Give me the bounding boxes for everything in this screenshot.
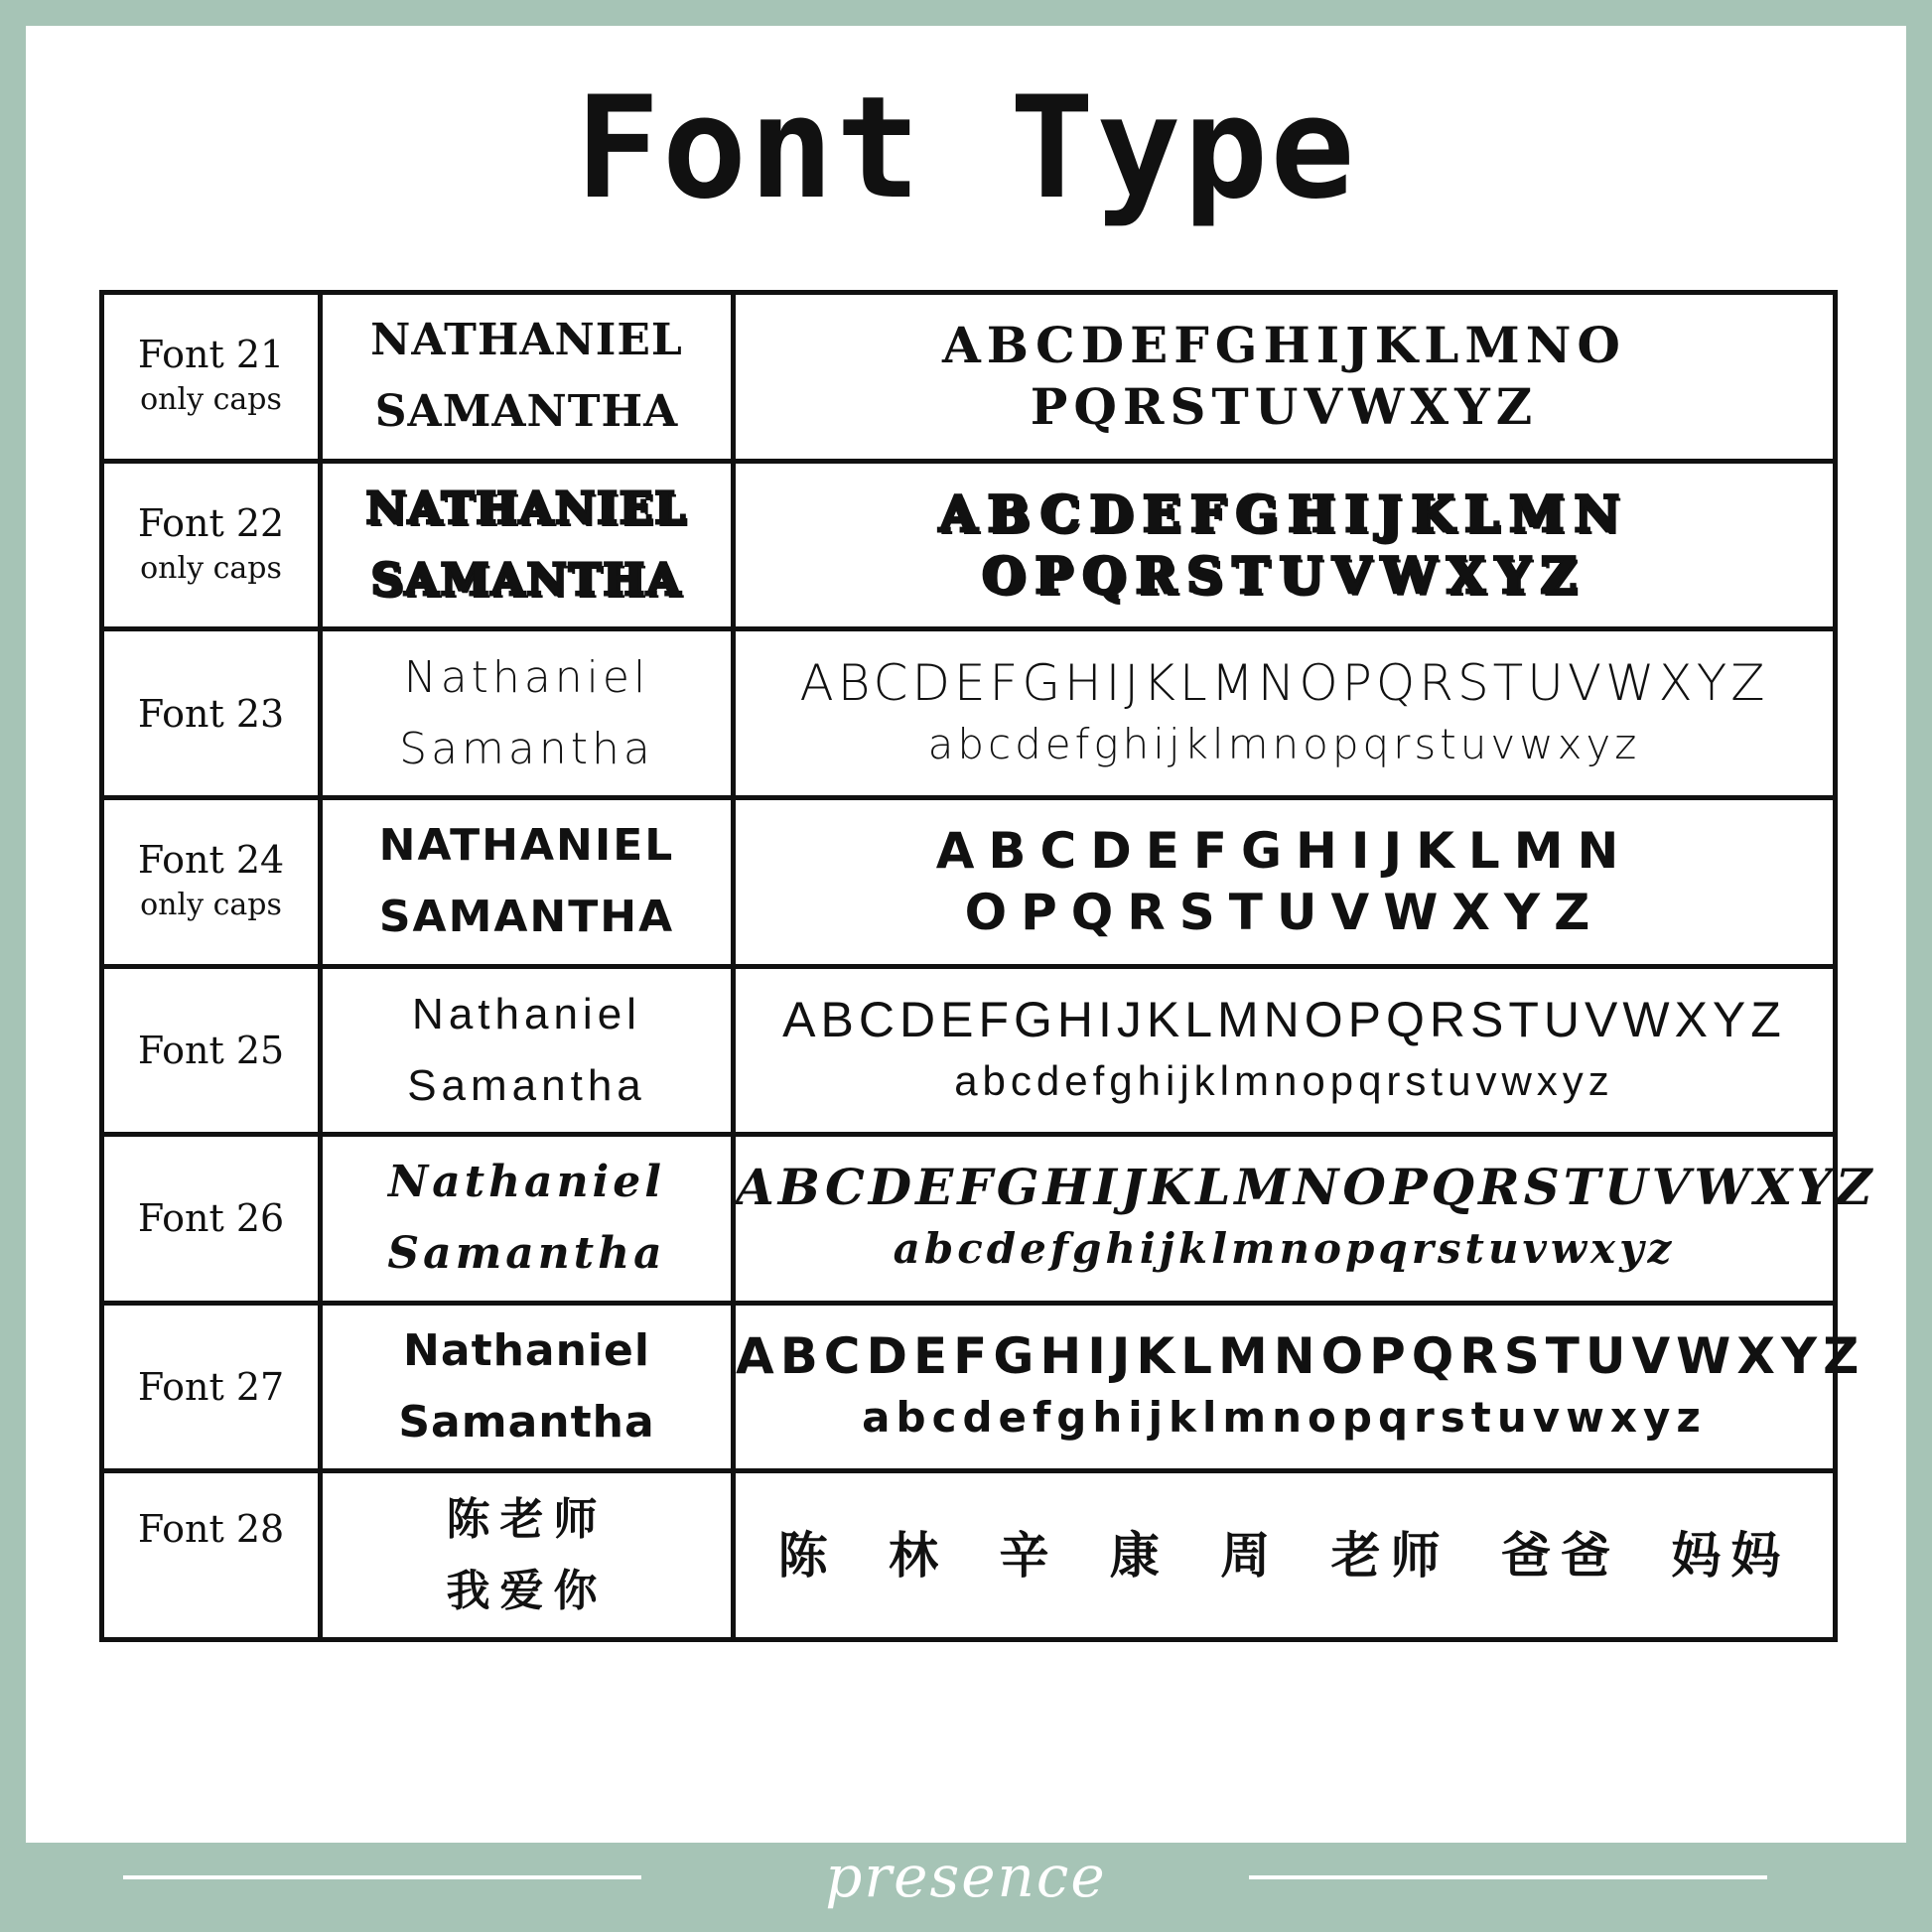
- name-sample: NATHANIEL: [365, 483, 688, 534]
- font-label-cell: [102, 461, 321, 629]
- page-title: Font Type: [575, 67, 1357, 230]
- name-sample: 陈老师: [446, 1493, 608, 1545]
- table-row: [102, 461, 1836, 629]
- table-row: [102, 1135, 1836, 1304]
- font-label-cell: [102, 1471, 321, 1640]
- font-label-cell: [102, 1135, 321, 1304]
- font-label: Font 21: [137, 333, 285, 377]
- name-sample-cell: [321, 966, 734, 1135]
- font-table: [99, 290, 1876, 1642]
- name-sample-cell: [321, 629, 734, 798]
- name-sample-cell: [321, 293, 734, 462]
- name-sample-cell: [321, 461, 734, 629]
- name-sample: Nathaniel: [403, 651, 650, 703]
- table-row: [102, 293, 1836, 462]
- name-sample-cell: [321, 797, 734, 966]
- name-sample: Nathaniel: [388, 1157, 665, 1208]
- alphabet-line: abcdefghijklmnopqrstuvwxyz: [927, 719, 1641, 768]
- brand-logo: presence: [825, 1843, 1107, 1910]
- alphabet-sample-cell: [734, 293, 1836, 462]
- alphabet-line: abcdefghijklmnopqrstuvwxyz: [862, 1393, 1707, 1443]
- name-sample: SAMANTHA: [374, 386, 679, 438]
- alphabet-line: ABCDEFGHIJKLMNOPQRSTUVWXYZ: [782, 991, 1786, 1047]
- name-sample: Nathaniel: [412, 989, 641, 1038]
- name-sample: Samantha: [399, 723, 654, 774]
- font-label: Font 26: [137, 1196, 285, 1241]
- alphabet-sample-cell: [734, 461, 1836, 629]
- alphabet-line: abcdefghijklmnopqrstuvwxyz: [954, 1056, 1614, 1104]
- alphabet-line: ABCDEFGHIJKLMNOPQRSTUVWXYZ: [736, 1327, 1865, 1386]
- alphabet-sample-cell: [734, 1471, 1836, 1640]
- name-sample: 我爱你: [446, 1565, 608, 1616]
- alphabet-sample-cell: [734, 1135, 1876, 1304]
- table-row: [102, 1471, 1836, 1640]
- font-label: Font 27: [137, 1365, 285, 1410]
- font-label-cell: [102, 966, 321, 1135]
- font-note: only caps: [140, 888, 282, 923]
- alphabet-line: ABCDEFGHIJKLMNOPQRSTUVWXYZ: [736, 1158, 1876, 1217]
- alphabet-line: ABCDEFGHIJKLMNO: [942, 316, 1626, 375]
- font-label-cell: [102, 797, 321, 966]
- alphabet-line: ABCDEFGHIJKLMNOPQRSTUVWXYZ: [799, 653, 1769, 712]
- alphabet-sample-cell: [734, 1303, 1865, 1471]
- alphabet-sample-cell: [734, 629, 1836, 798]
- name-sample: NATHANIEL: [370, 315, 683, 366]
- name-sample: SAMANTHA: [378, 892, 675, 943]
- font-label: Font 25: [137, 1028, 285, 1072]
- alphabet-line: PQRSTUVWXYZ: [1030, 377, 1539, 437]
- name-sample: NATHANIEL: [378, 820, 675, 872]
- font-label: Font 22: [137, 500, 285, 545]
- alphabet-line: ABCDEFGHIJKLMN: [938, 483, 1630, 543]
- font-note: only caps: [140, 550, 282, 586]
- name-sample-cell: [321, 1471, 734, 1640]
- name-sample: Nathaniel: [403, 1325, 650, 1377]
- alphabet-line: OPQRSTUVWXYZ: [964, 884, 1604, 942]
- font-label-cell: [102, 293, 321, 462]
- alphabet-line: abcdefghijklmnopqrstuvwxyz: [893, 1224, 1676, 1274]
- table-row: [102, 629, 1836, 798]
- font-label: Font 28: [137, 1507, 285, 1552]
- table-row: [102, 966, 1836, 1135]
- font-label: Font 24: [137, 838, 285, 883]
- table-row: [102, 1303, 1836, 1471]
- font-note: only caps: [140, 382, 282, 418]
- name-sample-cell: [321, 1303, 734, 1471]
- font-label-cell: [102, 1303, 321, 1471]
- name-sample: SAMANTHA: [370, 554, 683, 606]
- alphabet-sample-cell: [734, 966, 1836, 1135]
- alphabet-sample-cell: [734, 797, 1836, 966]
- name-sample: Samantha: [407, 1060, 646, 1110]
- name-sample-cell: [321, 1135, 734, 1304]
- alphabet-line: OPQRSTUVWXYZ: [981, 545, 1587, 605]
- name-sample: Samantha: [398, 1397, 655, 1449]
- table-row: [102, 797, 1836, 966]
- alphabet-line: 陈 林 辛 康 周 老师 爸爸 妈妈: [777, 1525, 1791, 1585]
- font-label-cell: [102, 629, 321, 798]
- alphabet-line: ABCDEFGHIJKLMN: [935, 822, 1633, 881]
- font-label: Font 23: [137, 691, 285, 736]
- name-sample: Samantha: [387, 1228, 666, 1280]
